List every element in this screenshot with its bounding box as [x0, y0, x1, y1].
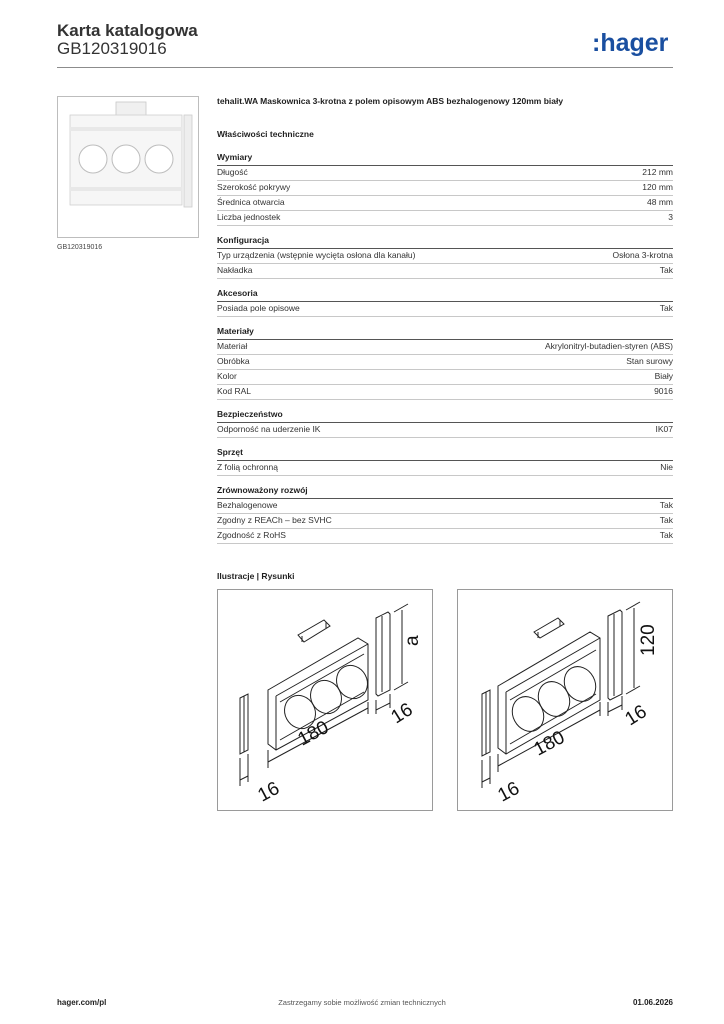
dimension-label-width: 180 — [530, 726, 569, 761]
spec-row: Średnica otwarcia 48 mm — [217, 196, 673, 211]
logo-text: :hager — [592, 29, 669, 57]
dimension-label-side: 16 — [494, 777, 524, 807]
spec-row: Bezhalogenowe Tak — [217, 499, 673, 514]
header-divider — [57, 67, 673, 68]
dimension-label-side: 16 — [254, 777, 284, 807]
section-title-rozwoj: Zrównoważony rozwój — [217, 485, 673, 499]
product-title: tehalit.WA Maskownica 3-krotna z polem opisowym ABS bezhalogenowy 120mm biały — [217, 96, 564, 106]
hager-logo — [592, 28, 676, 58]
product-code: GB120319016 — [57, 39, 167, 58]
footer-disclaimer: Zastrzegamy sobie możliwość zmian technicznych — [278, 998, 446, 1007]
section-title-materialy: Materiały — [217, 326, 673, 340]
technical-drawing-1 — [217, 589, 433, 811]
dimension-label-width: 180 — [294, 716, 333, 751]
spec-row: Liczba jednostek 3 — [217, 211, 673, 226]
spec-row: Materiał Akrylonitryl-butadien-styren (ABS) — [217, 340, 673, 355]
section-title-akcesoria: Akcesoria — [217, 288, 673, 302]
product-content — [217, 96, 673, 544]
illustrations-title: Ilustracje | Rysunki — [217, 571, 295, 581]
spec-row: Długość 212 mm — [217, 166, 673, 181]
spec-row: Obróbka Stan surowy — [217, 355, 673, 370]
dimension-label-depth: 16 — [387, 699, 417, 729]
dimension-label-depth: 16 — [621, 701, 651, 731]
properties-heading: Właściwości techniczne — [217, 129, 314, 139]
footer-website-link[interactable]: hager.com/pl — [57, 998, 107, 1007]
section-title-sprzet: Sprzęt — [217, 447, 673, 461]
spec-row: Zgodny z REACh – bez SVHC Tak — [217, 514, 673, 529]
spec-row: Szerokość pokrywy 120 mm — [217, 181, 673, 196]
product-thumbnail — [57, 96, 199, 238]
document-title: Karta katalogowa — [57, 21, 198, 40]
spec-row: Odporność na uderzenie IK IK07 — [217, 423, 673, 438]
spec-row: Zgodność z RoHS Tak — [217, 529, 673, 544]
spec-row: Posiada pole opisowe Tak — [217, 302, 673, 317]
dimension-label-height: a — [402, 635, 423, 646]
thumbnail-caption: GB120319016 — [57, 244, 103, 251]
spec-row: Kod RAL 9016 — [217, 385, 673, 400]
section-title-bezpieczenstwo: Bezpieczeństwo — [217, 409, 673, 423]
section-title-wymiary: Wymiary — [217, 152, 673, 166]
spec-row: Typ urządzenia (wstępnie wycięta osłona dla kanału) Osłona 3-krotna — [217, 249, 673, 264]
dimension-label-height: 120 — [638, 624, 659, 656]
spec-row: Kolor Biały — [217, 370, 673, 385]
spec-row: Nakładka Tak — [217, 264, 673, 279]
footer-date: 01.06.2026 — [632, 998, 673, 1007]
section-title-konfiguracja: Konfiguracja — [217, 235, 673, 249]
technical-drawing-2 — [457, 589, 673, 811]
spec-row: Z folią ochronną Nie — [217, 461, 673, 476]
